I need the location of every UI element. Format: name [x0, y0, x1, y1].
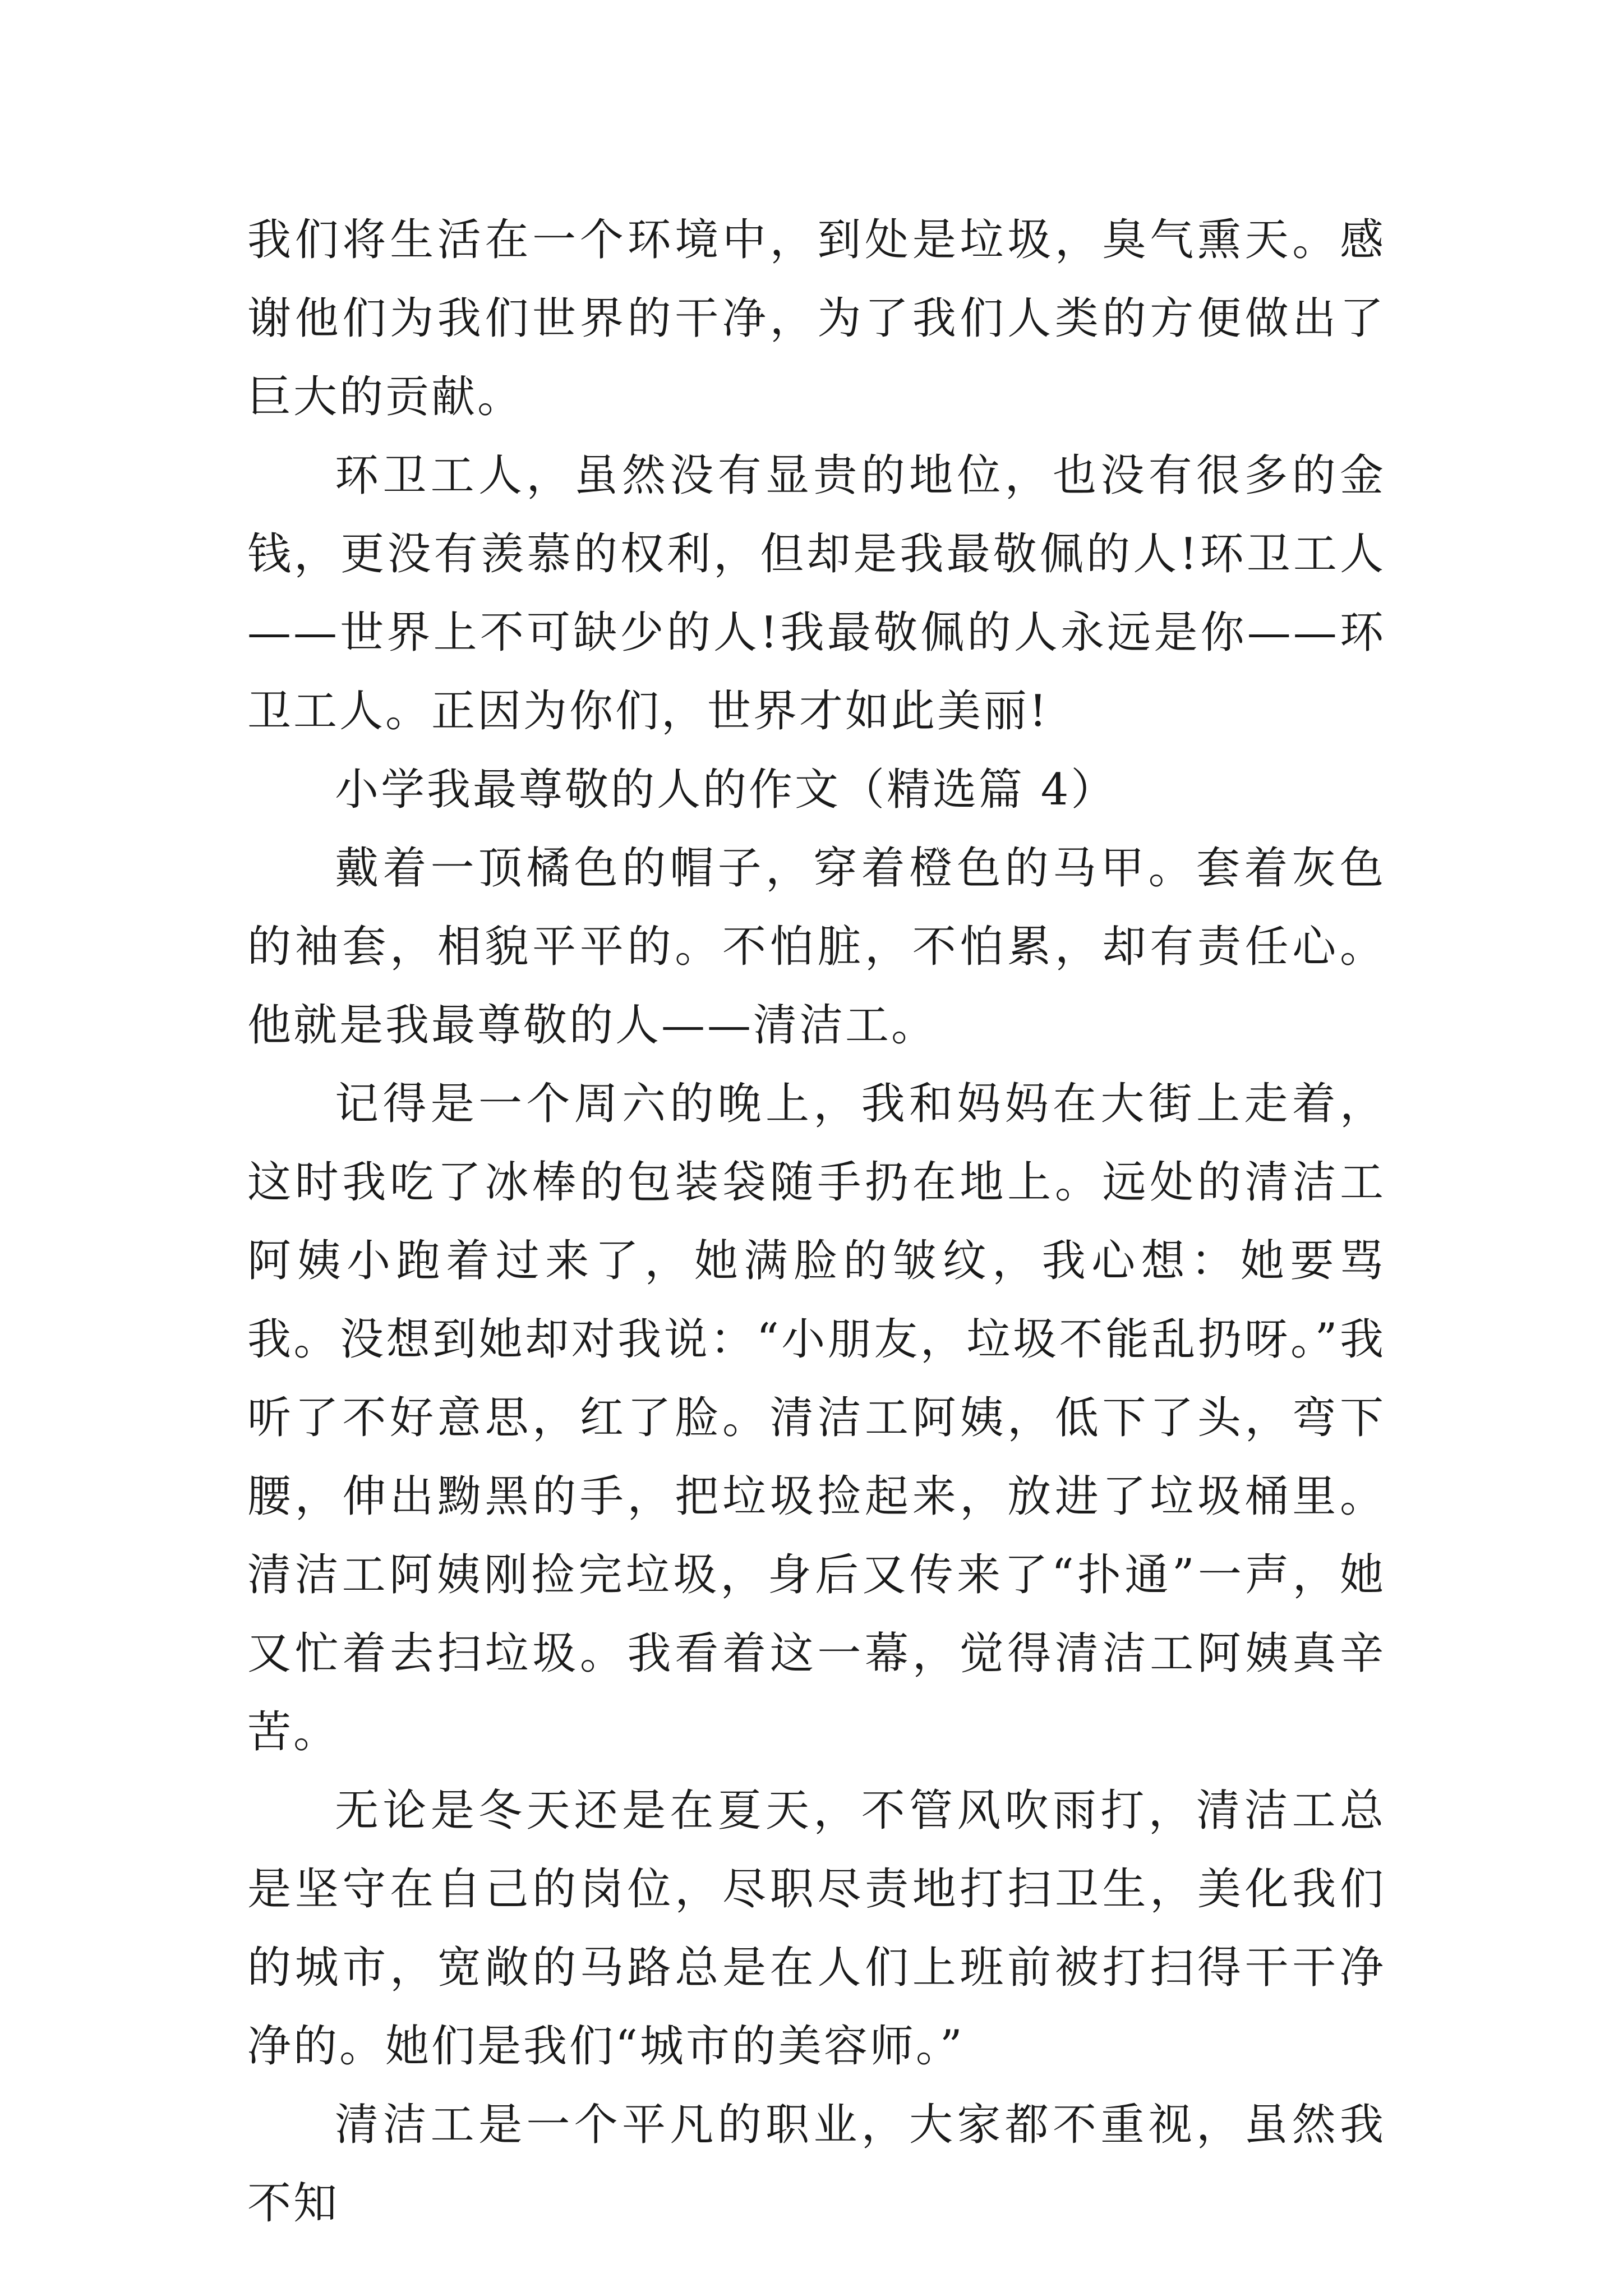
paragraph: 环卫工人，虽然没有显贵的地位，也没有很多的金钱，更没有羡慕的权利，但却是我最敬佩的人!环卫工人——世界上不可缺少的人!我最敬佩的人永远是你——环卫工人。正因为你们，世界才如此美丽!	[247, 450, 1386, 737]
paragraph: 清洁工是一个平凡的职业，大家都不重视，虽然我不知	[247, 2100, 1386, 2229]
section-heading: 小学我最尊敬的人的作文（精选篇 4）	[335, 765, 1117, 815]
document-body	[247, 201, 1386, 2243]
paragraph: 记得是一个周六的晚上，我和妈妈在大街上走着，这时我吃了冰棒的包装袋随手扔在地上。远处的清洁工阿姨小跑着过来了，她满脸的皱纹，我心想：她要骂我。没想到她却对我说：“小朋友，垃圾不能乱扔呀。”我听了不好意思，红了脸。清洁工阿姨，低下了头，弯下腰，伸出黝黑的手，把垃圾捡起来，放进了垃圾桶里。清洁工阿姨刚捡完垃圾，身后又传来了“扑通”一声，她又忙着去扫垃圾。我看着这一幕，觉得清洁工阿姨真辛苦。	[247, 1079, 1386, 1757]
paragraph: 戴着一顶橘色的帽子，穿着橙色的马甲。套着灰色的袖套，相貌平平的。不怕脏，不怕累，却有责任心。他就是我最尊敬的人——清洁工。	[247, 843, 1386, 1051]
paragraph: 无论是冬天还是在夏天，不管风吹雨打，清洁工总是坚守在自己的岗位，尽职尽责地打扫卫生，美化我们的城市，宽敞的马路总是在人们上班前被打扫得干干净净的。她们是我们“城市的美容师。”	[247, 1786, 1386, 2072]
paragraph-continuation: 我们将生活在一个环境中，到处是垃圾，臭气熏天。感谢他们为我们世界的干净，为了我们人类的方便做出了巨大的贡献。	[247, 215, 1386, 422]
